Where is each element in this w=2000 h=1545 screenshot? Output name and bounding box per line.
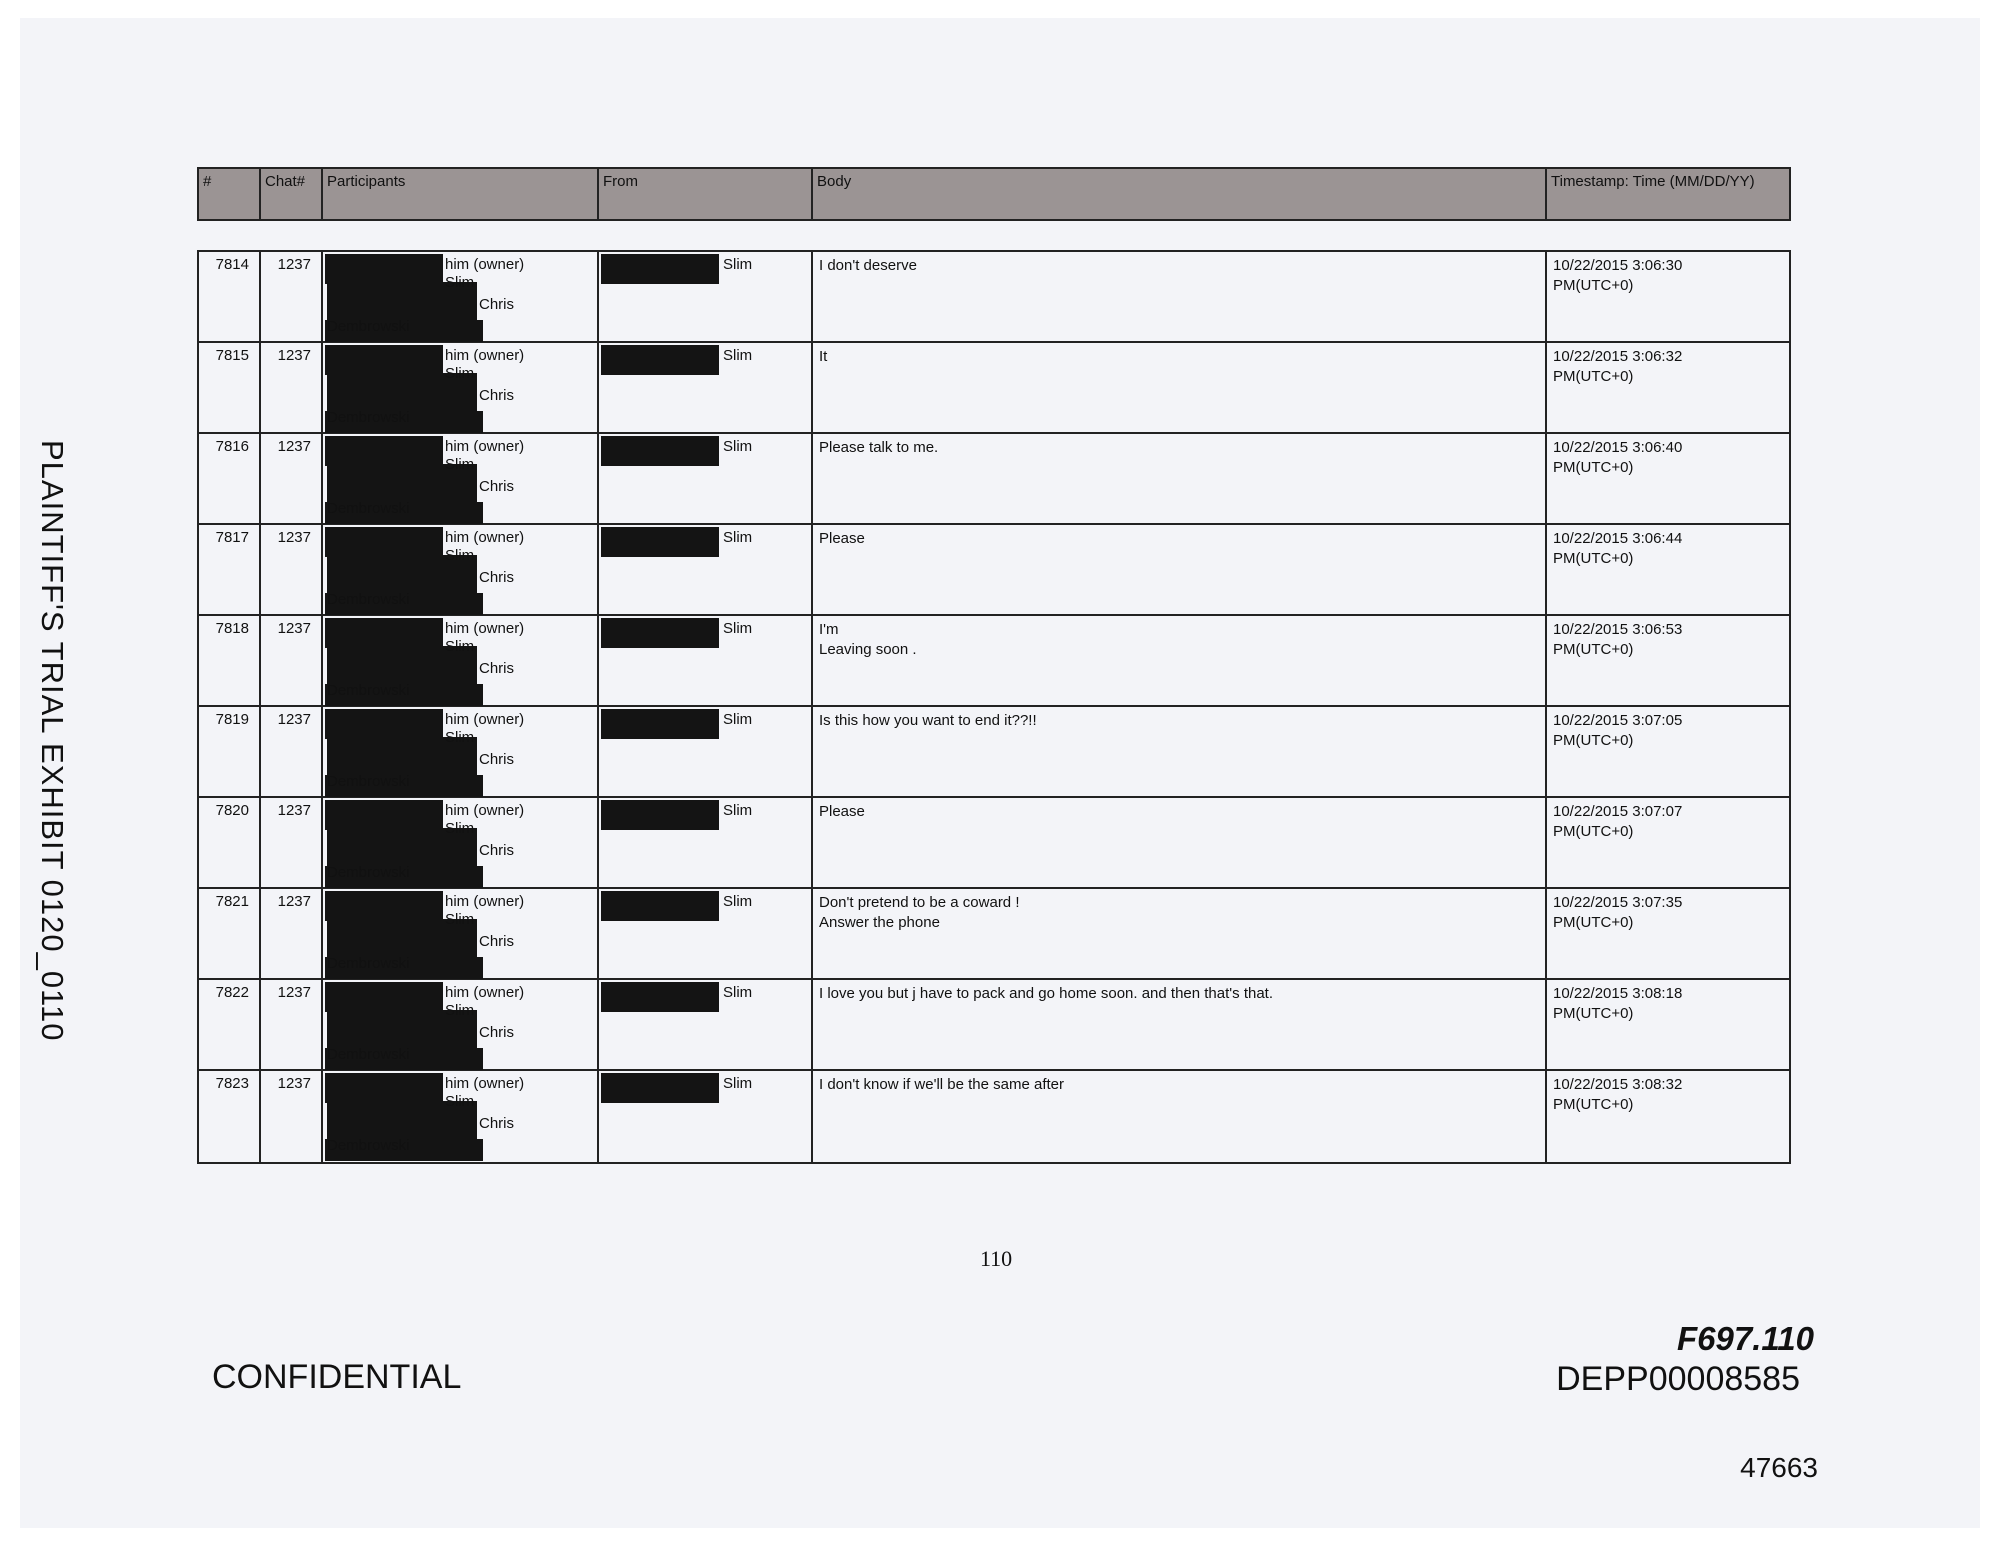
- redaction-block: [325, 345, 443, 375]
- redaction-block: [325, 436, 443, 466]
- participant-slim: Slim: [445, 274, 475, 291]
- chat-number: 1237: [261, 616, 323, 705]
- from-name: Slim: [723, 620, 753, 637]
- timestamp-cell: [1547, 1071, 1789, 1162]
- timestamp-zone: PM(UTC+0): [1553, 641, 1634, 658]
- participant-owner: him (owner): [445, 1075, 525, 1092]
- participants-cell: [323, 252, 599, 341]
- header-participants: Participants: [323, 169, 599, 219]
- participant-chris: Chris: [479, 478, 515, 495]
- message-body: I don't know if we'll be the same after: [819, 1076, 1065, 1093]
- chat-number: 1237: [261, 707, 323, 796]
- timestamp-zone: PM(UTC+0): [1553, 823, 1634, 840]
- message-body: Leaving soon .: [819, 641, 917, 658]
- timestamp-date: 10/22/2015 3:06:53: [1553, 621, 1683, 638]
- participant-slim: Slim: [445, 820, 475, 837]
- body-cell: [813, 798, 1547, 887]
- redaction-block: [601, 436, 719, 466]
- chat-number: 1237: [261, 1071, 323, 1162]
- participant-owner: him (owner): [445, 347, 525, 364]
- participant-owner: him (owner): [445, 620, 525, 637]
- participant-dembrowski: Dembrowski: [327, 500, 410, 517]
- header-timestamp: Timestamp: Time (MM/DD/YY): [1551, 173, 1755, 190]
- from-cell: [599, 1071, 813, 1162]
- message-body: I don't deserve: [819, 257, 917, 274]
- message-body: Please talk to me.: [819, 439, 939, 456]
- message-table: [197, 250, 1791, 1164]
- redaction-block: [325, 982, 443, 1012]
- timestamp-date: 10/22/2015 3:07:07: [1553, 803, 1683, 820]
- page-number: 110: [980, 1246, 1013, 1271]
- chat-number: 1237: [261, 434, 323, 523]
- participant-chris: Chris: [479, 751, 515, 768]
- header-body: Body: [813, 169, 1547, 219]
- body-cell: [813, 252, 1547, 341]
- from-name: Slim: [723, 347, 753, 364]
- table-row: [199, 252, 1789, 343]
- participant-slim: Slim: [445, 1093, 475, 1110]
- body-cell: [813, 980, 1547, 1069]
- bottom-number: 47663: [1740, 1452, 1818, 1483]
- participant-chris: Chris: [479, 1024, 515, 1041]
- participant-slim: Slim: [445, 365, 475, 382]
- message-number: 7822: [199, 980, 261, 1069]
- body-cell: [813, 525, 1547, 614]
- from-cell: [599, 343, 813, 432]
- participant-slim: Slim: [445, 729, 475, 746]
- from-cell: [599, 616, 813, 705]
- from-name: Slim: [723, 893, 753, 910]
- participants-cell: [323, 707, 599, 796]
- message-number: 7819: [199, 707, 261, 796]
- redaction-block: [325, 891, 443, 921]
- timestamp-cell: [1547, 343, 1789, 432]
- participant-chris: Chris: [479, 660, 515, 677]
- participants-cell: [323, 889, 599, 978]
- redaction-block: [601, 982, 719, 1012]
- participant-dembrowski: Dembrowski: [327, 773, 410, 790]
- from-cell: [599, 980, 813, 1069]
- redaction-block: [325, 254, 443, 284]
- message-body: I love you but j have to pack and go home soon. and then that's that.: [819, 985, 1274, 1002]
- redaction-block: [601, 709, 719, 739]
- timestamp-zone: PM(UTC+0): [1553, 368, 1634, 385]
- message-number: 7816: [199, 434, 261, 523]
- message-number: 7817: [199, 525, 261, 614]
- table-row: [199, 1071, 1789, 1162]
- participant-chris: Chris: [479, 569, 515, 586]
- timestamp-zone: PM(UTC+0): [1553, 732, 1634, 749]
- message-number: 7815: [199, 343, 261, 432]
- from-cell: [599, 252, 813, 341]
- chat-number: 1237: [261, 343, 323, 432]
- participant-chris: Chris: [479, 296, 515, 313]
- body-cell: [813, 343, 1547, 432]
- chat-number: 1237: [261, 889, 323, 978]
- redaction-block: [325, 709, 443, 739]
- table-row: [199, 525, 1789, 616]
- participant-slim: Slim: [445, 456, 475, 473]
- confidential-label: CONFIDENTIAL: [212, 1358, 462, 1396]
- bates-number: DEPP00008585: [1556, 1360, 1800, 1398]
- timestamp-date: 10/22/2015 3:06:44: [1553, 530, 1683, 547]
- timestamp-date: 10/22/2015 3:06:32: [1553, 348, 1683, 365]
- timestamp-cell: [1547, 616, 1789, 705]
- participant-chris: Chris: [479, 387, 515, 404]
- redaction-block: [601, 345, 719, 375]
- timestamp-date: 10/22/2015 3:06:40: [1553, 439, 1683, 456]
- timestamp-cell: [1547, 889, 1789, 978]
- message-number: 7823: [199, 1071, 261, 1162]
- message-body: Please: [819, 530, 865, 547]
- participant-owner: him (owner): [445, 438, 525, 455]
- from-cell: [599, 798, 813, 887]
- redaction-block: [325, 618, 443, 648]
- from-cell: [599, 434, 813, 523]
- from-name: Slim: [723, 984, 753, 1001]
- message-body: Is this how you want to end it??!!: [819, 712, 1037, 729]
- participant-owner: him (owner): [445, 529, 525, 546]
- participant-owner: him (owner): [445, 984, 525, 1001]
- participants-cell: [323, 434, 599, 523]
- redaction-block: [325, 800, 443, 830]
- header-num: #: [199, 169, 261, 219]
- from-name: Slim: [723, 438, 753, 455]
- chat-number: 1237: [261, 252, 323, 341]
- participant-dembrowski: Dembrowski: [327, 955, 410, 972]
- message-body: I'm: [819, 621, 839, 638]
- redaction-block: [601, 1073, 719, 1103]
- redaction-block: [601, 800, 719, 830]
- participant-dembrowski: Dembrowski: [327, 1046, 410, 1063]
- message-body: It: [819, 348, 828, 365]
- redaction-block: [601, 527, 719, 557]
- table-row: [199, 798, 1789, 889]
- table-row: [199, 889, 1789, 980]
- from-cell: [599, 525, 813, 614]
- chat-number: 1237: [261, 798, 323, 887]
- timestamp-cell: [1547, 707, 1789, 796]
- participant-chris: Chris: [479, 1115, 515, 1132]
- participant-owner: him (owner): [445, 802, 525, 819]
- table-header: [197, 167, 1791, 221]
- timestamp-cell: [1547, 252, 1789, 341]
- table-row: [199, 434, 1789, 525]
- redaction-block: [325, 1073, 443, 1103]
- timestamp-zone: PM(UTC+0): [1553, 550, 1634, 567]
- redaction-block: [601, 891, 719, 921]
- timestamp-date: 10/22/2015 3:08:32: [1553, 1076, 1683, 1093]
- participant-dembrowski: Dembrowski: [327, 1137, 410, 1154]
- participant-chris: Chris: [479, 933, 515, 950]
- timestamp-zone: PM(UTC+0): [1553, 459, 1634, 476]
- participant-slim: Slim: [445, 547, 475, 564]
- table-row: [199, 707, 1789, 798]
- participant-dembrowski: Dembrowski: [327, 591, 410, 608]
- participant-dembrowski: Dembrowski: [327, 318, 410, 335]
- body-cell: [813, 616, 1547, 705]
- from-name: Slim: [723, 1075, 753, 1092]
- body-cell: [813, 434, 1547, 523]
- table-row: [199, 343, 1789, 434]
- from-cell: [599, 707, 813, 796]
- chat-number: 1237: [261, 525, 323, 614]
- participants-cell: [323, 1071, 599, 1162]
- exhibit-side-label: PLAINTIFF'S TRIAL EXHIBIT 0120_0110: [35, 440, 70, 1042]
- timestamp-cell: [1547, 798, 1789, 887]
- from-name: Slim: [723, 529, 753, 546]
- participants-cell: [323, 616, 599, 705]
- message-body: Please: [819, 803, 865, 820]
- header-from: From: [599, 169, 813, 219]
- message-body: Answer the phone: [819, 914, 940, 931]
- message-body: Don't pretend to be a coward !: [819, 894, 1020, 911]
- timestamp-date: 10/22/2015 3:08:18: [1553, 985, 1683, 1002]
- participant-slim: Slim: [445, 911, 475, 928]
- redaction-block: [601, 254, 719, 284]
- timestamp-cell: [1547, 525, 1789, 614]
- redaction-block: [325, 527, 443, 557]
- participants-cell: [323, 343, 599, 432]
- body-cell: [813, 889, 1547, 978]
- timestamp-cell: [1547, 980, 1789, 1069]
- timestamp-zone: PM(UTC+0): [1553, 914, 1634, 931]
- from-cell: [599, 889, 813, 978]
- timestamp-zone: PM(UTC+0): [1553, 277, 1634, 294]
- timestamp-date: 10/22/2015 3:07:05: [1553, 712, 1683, 729]
- timestamp-date: 10/22/2015 3:07:35: [1553, 894, 1683, 911]
- from-name: Slim: [723, 711, 753, 728]
- participant-owner: him (owner): [445, 256, 525, 273]
- body-cell: [813, 707, 1547, 796]
- timestamp-zone: PM(UTC+0): [1553, 1096, 1634, 1113]
- exhibit-code: F697.110: [1677, 1320, 1814, 1357]
- message-number: 7821: [199, 889, 261, 978]
- participant-slim: Slim: [445, 1002, 475, 1019]
- participant-slim: Slim: [445, 638, 475, 655]
- participant-chris: Chris: [479, 842, 515, 859]
- body-cell: [813, 1071, 1547, 1162]
- chat-number: 1237: [261, 980, 323, 1069]
- table-row: [199, 980, 1789, 1071]
- message-number: 7814: [199, 252, 261, 341]
- redaction-block: [601, 618, 719, 648]
- participant-dembrowski: Dembrowski: [327, 682, 410, 699]
- timestamp-date: 10/22/2015 3:06:30: [1553, 257, 1683, 274]
- participant-owner: him (owner): [445, 893, 525, 910]
- from-name: Slim: [723, 802, 753, 819]
- participant-dembrowski: Dembrowski: [327, 864, 410, 881]
- participant-owner: him (owner): [445, 711, 525, 728]
- timestamp-zone: PM(UTC+0): [1553, 1005, 1634, 1022]
- participants-cell: [323, 980, 599, 1069]
- participants-cell: [323, 798, 599, 887]
- participant-dembrowski: Dembrowski: [327, 409, 410, 426]
- header-chat: Chat#: [261, 169, 323, 219]
- participants-cell: [323, 525, 599, 614]
- table-row: [199, 616, 1789, 707]
- timestamp-cell: [1547, 434, 1789, 523]
- message-number: 7820: [199, 798, 261, 887]
- message-number: 7818: [199, 616, 261, 705]
- from-name: Slim: [723, 256, 753, 273]
